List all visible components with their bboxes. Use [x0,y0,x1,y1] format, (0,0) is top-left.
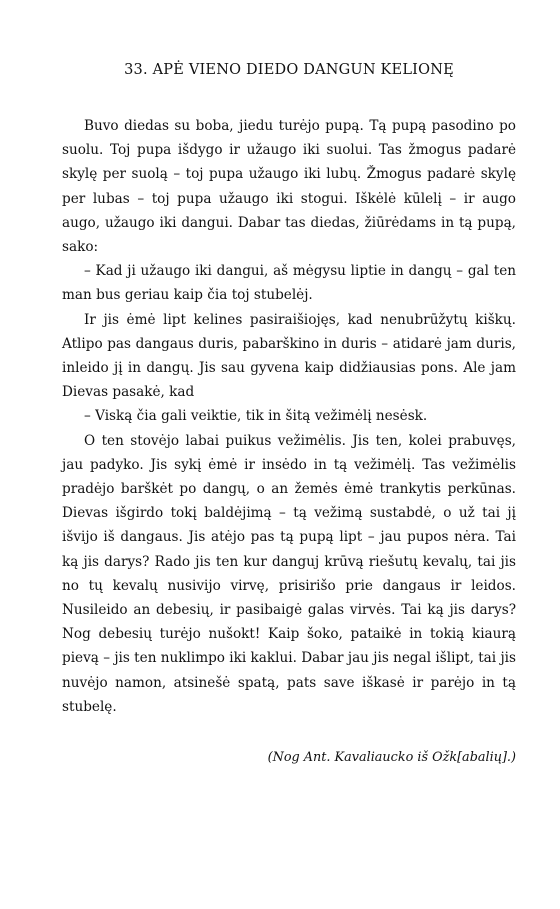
paragraph: – Viską čia gali veiktie, tik in šitą vežimėlį nesėsk. [84,408,428,425]
story-body [62,114,516,719]
paragraph: Ir jis ėmė lipt kelines pasiraišiojęs, kad nenubrūžytų kiškų. Atlipo pas dangaus duris, pabarškino in duris – atidarė jam duris, inleido jį in dangų. Jis sau gyvena kaip didžiausias pons. Ale jam Dievas pasakė, kad [62,311,516,401]
book-page [62,62,516,765]
chapter-title: 33. APĖ VIENO DIEDO DANGUN KELIONĘ [124,62,454,78]
source-attribution: (Nog Ant. Kavaliaucko iš Ožk[abalių].) [267,750,516,766]
paragraph: Buvo diedas su boba, jiedu turėjo pupą. Tą pupą pasodino po suolu. Toj pupa išdygo ir užaugo iki suolui. Tas žmogus padarė skylę per suolą – toj pupa užaugo iki lubų. Žmogus padarė skylę per lubas – toj pupa užaugo iki stogui. Iškėlė kūlelį – ir augo augo, užaugo iki dangui. Dabar tas diedas, žiūrėdams in tą pupą, sako: [62,118,516,256]
paragraph: – Kad ji užaugo iki dangui, aš mėgysu liptie in dangų – gal ten man bus geriau kaip čia toj stubelėj. [62,263,516,304]
paragraph: O ten stovėjo labai puikus vežimėlis. Jis ten, kolei prabuvęs, jau padyko. Jis sykį ėmė ir insėdo in tą vežimėlį. Tas vežimėlis pradėjo barškėt po dangų, o an žemės ėmė trankytis perkūnas. Dievas išgirdo tokį baldėjimą – tą vežimą sustabdė, o už tai jį išvijo iš dangaus. Jis atėjo pas tą pupą lipt – jau pupos nėra. Tai ką jis darys? Rado jis ten kur danguj krūvą riešutų kevalų, tai jis no tų kevalų nusivijo virvę, prisirišo prie dangaus ir leidos. Nusileido an debesių, ir pasibaigė galas virvės. Tai ką jis darys? Nog debesių turėjo nušokt! Kaip šoko, pataikė in tokią kiaurą pievą – jis ten nuklimpo iki kaklui. Dabar jau jis negal išlipt, tai jis nuvėjo namon, atsinešė spatą, pats save iškasė ir parėjo in tą stubelę. [62,432,516,715]
